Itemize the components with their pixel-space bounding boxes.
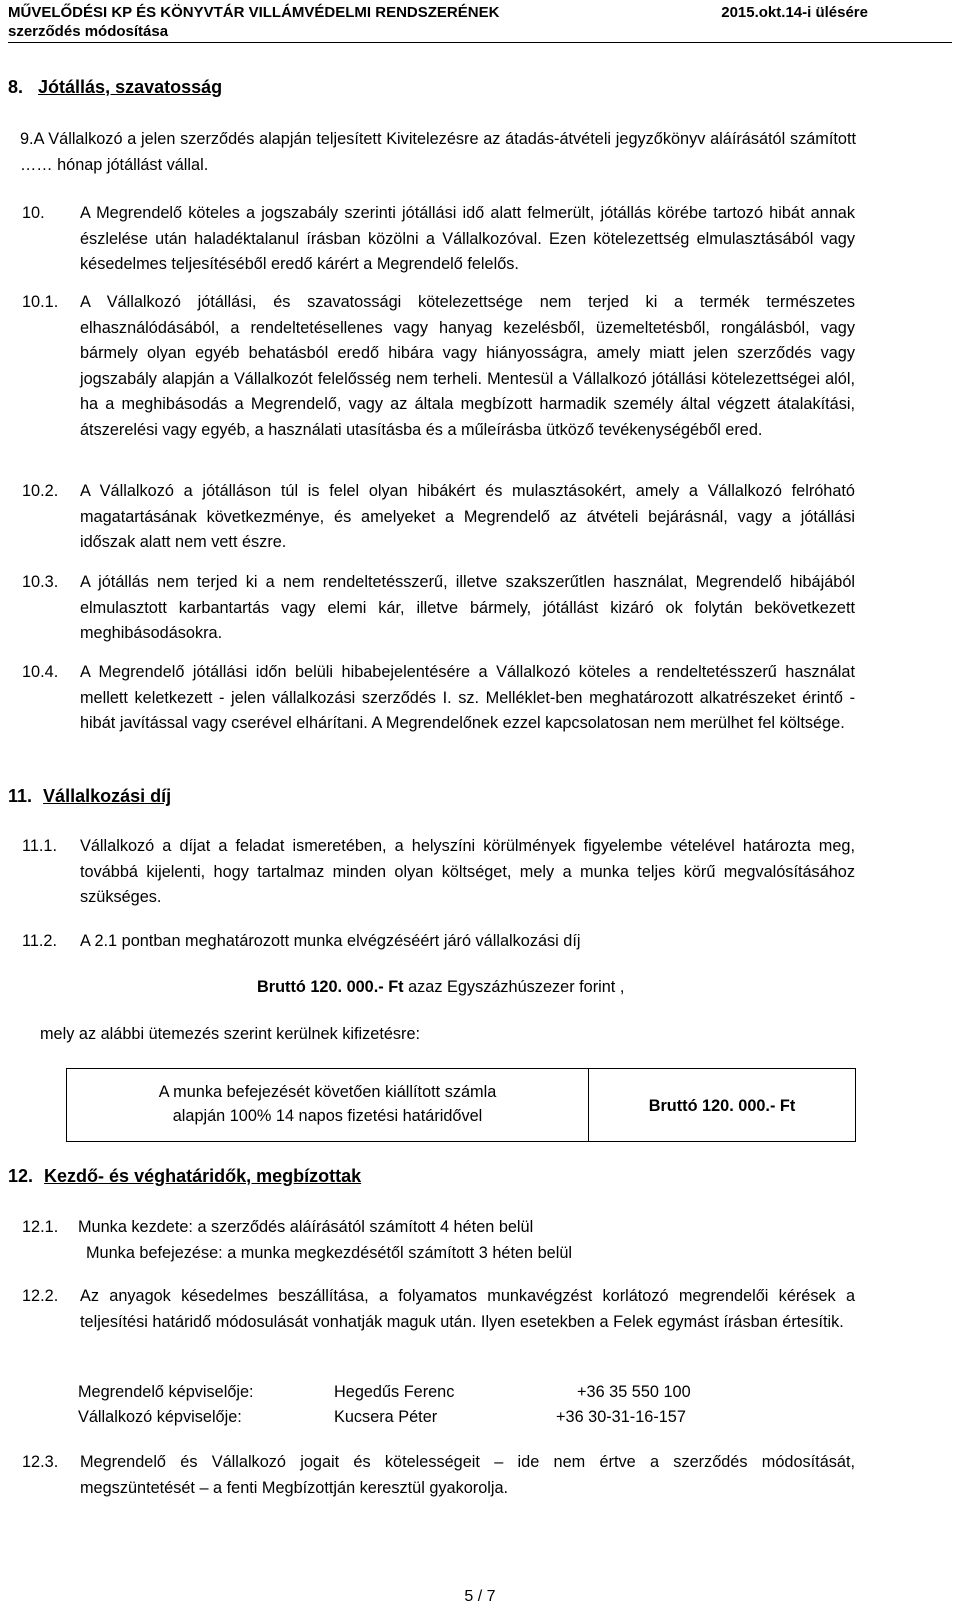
paragraph-text: A Vállalkozó a jelen szerződés alapján teljesített Kivitelezésre az átadás-átvételi jegyzőkönyv aláírásától számított …… hónap jótállást vállal. [20,130,856,174]
paragraph-text: Vállalkozó a díjat a feladat ismeretében, a helyszíni körülmények figyelembe vételével határozta meg, továbbá kijelenti, hogy tartalmaz minden olyan költséget, mely a munka teljes körű megvalósításához szükséges. [80,837,855,906]
paragraph-9 [20,127,856,178]
payment-description-cell [67,1069,589,1141]
paragraph-12-2 [22,1284,855,1335]
paragraph-10-3 [22,570,855,647]
page-number: 5 / 7 [464,1588,496,1605]
paragraph-label: 11.1. [22,837,58,855]
paragraph-text: A Vállalkozó a jótálláson túl is felel olyan hibákért és mulasztásokért, amely a Vállalkozó felróható magatartásának következménye, és amelyeket a Megrendelő az átvételi bejárásnál, vagy a jótállási időszak alatt nem vett észre. [80,482,855,551]
payment-amount-cell: Bruttó 120. 000.- Ft [648,1097,796,1115]
paragraph-text: A Vállalkozó jótállási, és szavatossági kötelezettsége nem terjed ki a termék természetes elhasználódásából, a rendeltetésellenes vagy hanyag kezelésből, üzemeltetésből, rongálásból, vagy bármely olyan egyéb behatásból eredő hibára vagy hiányosságra, amely miatt jelen szerződés vagy jogszabály alapján a Vállalkozót felelősség nem terheli. Mentesül a Vállalkozó jótállási kötelezettségei alól, ha a meghibásodás a Megrendelő, vagy az általa megbízott harmadik személy által végzett átalakítási, átszerelési vagy egyéb, a használati utasításba és a műleírásba ütköző tevékenységéből ered. [80,293,855,439]
paragraph-text: Az anyagok késedelmes beszállítása, a folyamatos munkavégzést korlátozó megrendelői kérések a teljesítési határidő módosulását vonhatják maguk után. Ilyen esetekben a Felek egymást írásban értesítik. [80,1287,855,1331]
section-number: 8. [8,77,24,97]
representative-phone: +36 30-31-16-157 [556,1408,686,1426]
work-end-line: Munka befejezése: a munka megkezdésétől számított 3 héten belül [86,1243,573,1262]
work-start-line: Munka kezdete: a szerződés aláírásától számított 4 héten belül [78,1218,534,1236]
paragraph-10-2 [22,479,855,556]
paragraph-label: 12.3. [22,1453,59,1471]
representative-phone: +36 35 550 100 [577,1383,691,1401]
paragraph-label: 10.1. [22,293,59,311]
paragraph-12-3 [22,1450,855,1501]
paragraph-text: A Megrendelő jótállási időn belüli hibabejelentésére a Vállalkozó köteles a rendeltetésszerű használat mellett keletkezett - jelen vállalkozási szerződés I. sz. Melléklet-ben meghatározott alkatrészeket érintő - hibát javítással vagy cserével elhárítani. A Megrendelőnek ezzel kapcsolatosan nem merülhet fel költsége. [80,663,855,732]
paragraph-text: A jótállás nem terjed ki a nem rendeltetésszerű, illetve szakszerűtlen használat, Megrendelő hibájából elmulasztott karbantartás vagy elemi kár, illetve bármely, jótállást kizáró ok folytán bekövetkezett meghibásodásokra. [80,573,855,642]
paragraph-10-1 [22,290,855,443]
paragraph-label: 12.1. [22,1218,59,1236]
paragraph-label: 11.2. [22,932,58,950]
representative-name: Hegedűs Ferenc [334,1383,455,1401]
paragraph-10 [22,201,855,278]
paragraph-text: Megrendelő és Vállalkozó jogait és kötelességeit – ide nem értve a szerződés módosítását, megszüntetését – a fenti Megbízottján keresztül gyakorolja. [80,1453,855,1497]
payment-schedule-table [66,1068,856,1142]
paragraph-label: 10.3. [22,573,59,591]
section-title: Kezdő- és véghatáridők, megbízottak [44,1166,362,1186]
price-amount: Bruttó 120. 000.- Ft [257,978,404,996]
paragraph-label: 10. [22,204,45,222]
section-12-heading [8,1166,361,1187]
paragraph-10-4 [22,660,855,737]
paragraph-11-2 [22,929,855,955]
section-title: Vállalkozási díj [43,786,172,806]
header-meeting-date: 2015.okt.14-i ülésére [721,4,868,21]
paragraph-label: 10.2. [22,482,59,500]
section-11-heading [8,786,171,807]
header-title: MŰVELŐDÉSI KP ÉS KÖNYVTÁR VILLÁMVÉDELMI RENDSZERÉNEK [8,4,500,21]
paragraph-label: 12.2. [22,1287,59,1305]
paragraph-text: A 2.1 pontban meghatározott munka elvégzéséért járó vállalkozási díj [80,932,581,950]
page-header [8,2,952,43]
representative-name: Kucsera Péter [334,1408,438,1426]
section-number: 12. [8,1166,34,1186]
paragraph-text: A Megrendelő köteles a jogszabály szerinti jótállási idő alatt felmerült, jótállás körébe tartozó hibát annak észlelése után haladéktalanul írásban közölni a Vállalkozóval. Ezen kötelezettség elmulasztásából vagy késedelmes teljesítéséből eredő kárért a Megrendelő felelős. [80,204,855,273]
payment-description-line-2: alapján 100% 14 napos fizetési határidővel [172,1107,483,1125]
paragraph-label: 9. [20,130,34,148]
price-in-words: azaz Egyszázhúszezer forint , [403,978,625,996]
section-8-heading [8,77,222,98]
representative-role: Megrendelő képviselője: [78,1383,254,1401]
section-title: Jótállás, szavatosság [38,77,223,97]
section-number: 11. [8,786,33,806]
payment-description-line-1: A munka befejezését követően kiállított számla [158,1083,497,1101]
representative-role: Vállalkozó képviselője: [78,1408,242,1426]
schedule-intro: mely az alábbi ütemezés szerint kerülnek kifizetésre: [40,1025,421,1043]
price-line [257,975,624,1001]
paragraph-label: 10.4. [22,663,59,681]
paragraph-12-1 [22,1215,572,1266]
header-subtitle: szerződés módosítása [8,23,169,40]
paragraph-11-1 [22,834,855,911]
